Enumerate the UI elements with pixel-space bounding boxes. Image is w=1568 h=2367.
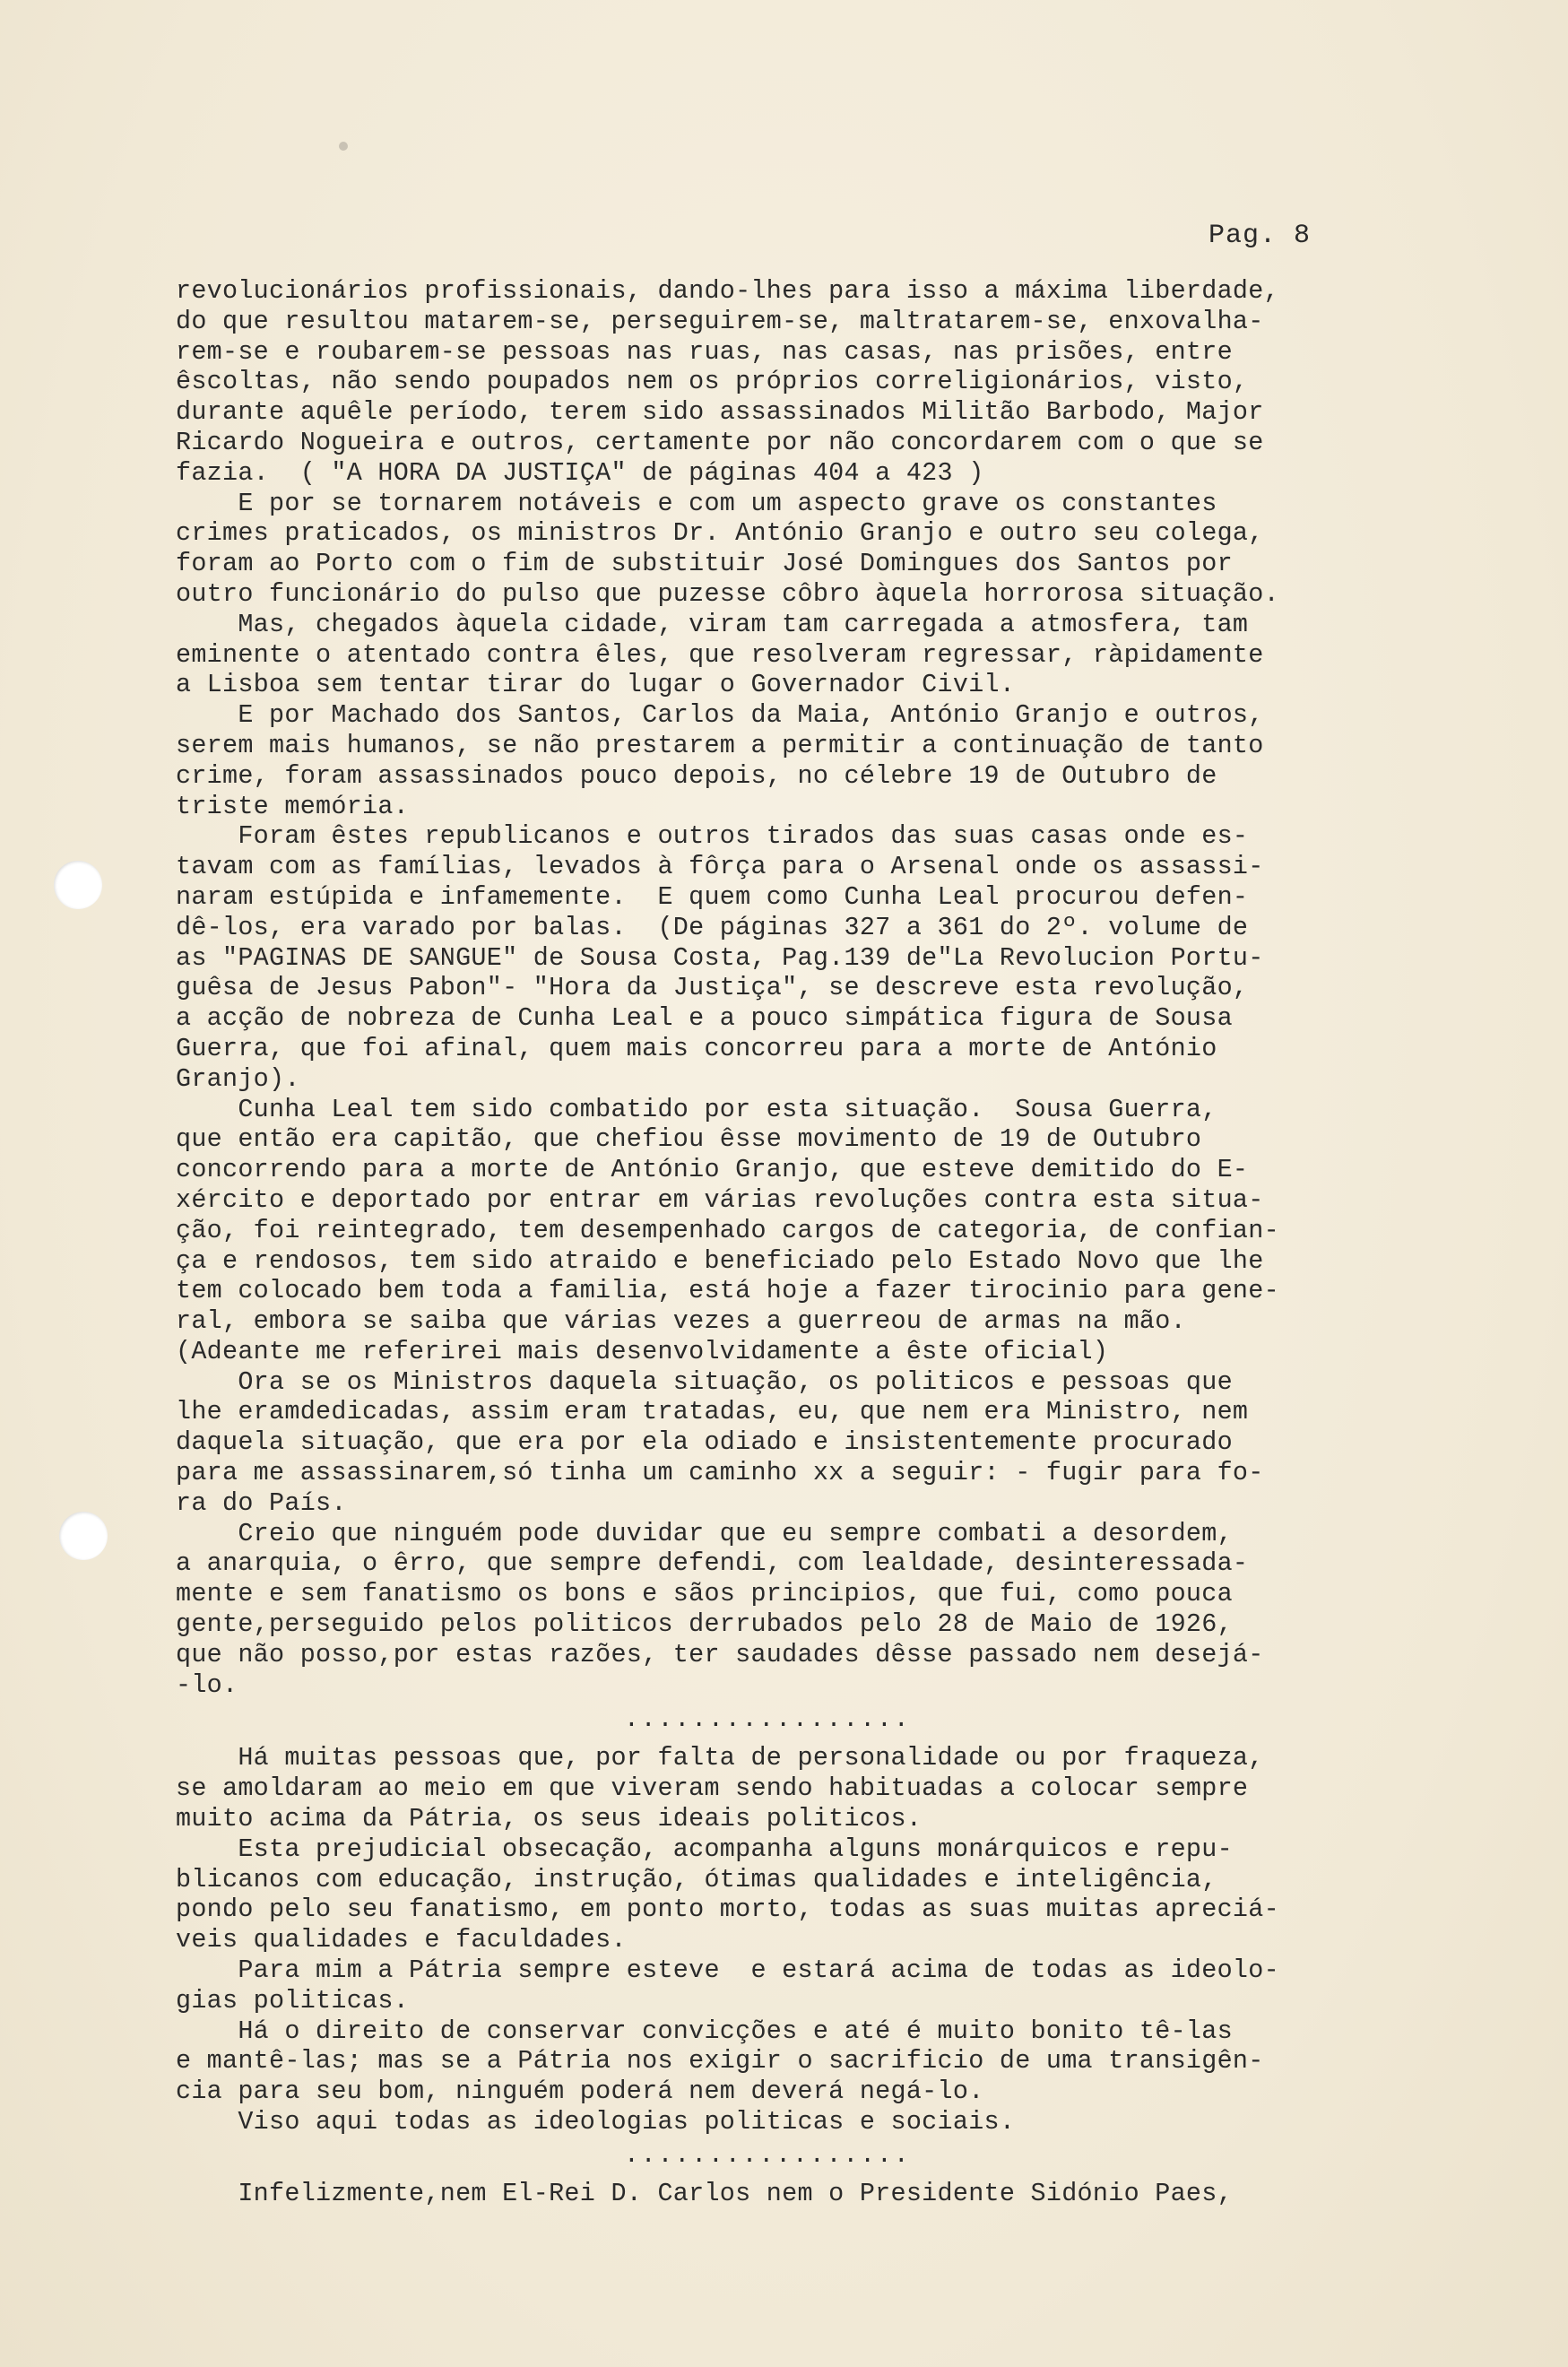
text-line: naram estúpida e infamemente. E quem como Cunha Leal procurou defen-	[176, 881, 1249, 912]
text-line: guêsa de Jesus Pabon"- "Hora da Justiça", se descreve esta revolução,	[176, 973, 1249, 1003]
text-line: que não posso,por estas razões, ter saudades dêsse passado nem desejá-	[176, 1639, 1264, 1669]
punch-hole-bottom	[59, 1512, 108, 1560]
paper-speck	[339, 142, 348, 151]
paragraph-group-3	[176, 2179, 1449, 2209]
text-line: gias politicas.	[176, 1985, 410, 2016]
text-line: fazia. ( "A HORA DA JUSTIÇA" de páginas 404 a 423 )	[176, 457, 984, 488]
text-line: ça e rendosos, tem sido atraido e beneficiado pelo Estado Novo que lhe	[176, 1245, 1264, 1276]
separator-dots: .................	[624, 2141, 911, 2170]
text-line: que então era capitão, que chefiou êsse movimento de 19 de Outubro	[176, 1124, 1202, 1155]
text-line: para me assassinarem,só tinha um caminho xx a seguir: - fugir para fo-	[176, 1458, 1264, 1488]
text-line: durante aquêle período, terem sido assassinados Militão Barbodo, Major	[176, 397, 1264, 428]
text-line: tavam com as famílias, levados à fôrça para o Arsenal onde os assassi-	[176, 852, 1264, 882]
text-line: Viso aqui todas as ideologias politicas e sociais.	[176, 2107, 1016, 2137]
text-line: Há muitas pessoas que, por falta de personalidade ou por fraqueza,	[176, 1743, 1264, 1773]
text-line: a acção de nobreza de Cunha Leal e a pouco simpática figura de Sousa	[176, 1003, 1233, 1034]
text-line: revolucionários profissionais, dando-lhes para isso a máxima liberdade,	[176, 276, 1279, 306]
text-line: concorrendo para a morte de António Granjo, que esteve demitido do E-	[176, 1155, 1249, 1185]
paragraph-group-1	[176, 276, 1449, 1700]
text-line: Creio que ninguém pode duvidar que eu sempre combati a desordem,	[176, 1518, 1233, 1548]
text-line: xército e deportado por entrar em várias revoluções contra esta situa-	[176, 1184, 1264, 1215]
text-line: E por Machado dos Santos, Carlos da Maia, António Granjo e outros,	[176, 700, 1264, 731]
text-line: as "PAGINAS DE SANGUE" de Sousa Costa, Pag.139 de"La Revolucion Portu-	[176, 942, 1264, 973]
text-line: daquela situação, que era por ela odiado e insistentemente procurado	[176, 1427, 1233, 1458]
paragraph-group-2	[176, 1743, 1449, 2137]
text-line: êscoltas, não sendo poupados nem os próprios correligionários, visto,	[176, 367, 1249, 397]
text-line: serem mais humanos, se não prestarem a permitir a continuação de tanto	[176, 730, 1264, 760]
text-line: blicanos com educação, instrução, ótimas qualidades e inteligência,	[176, 1864, 1217, 1894]
document-body	[176, 276, 1449, 2209]
text-line: eminente o atentado contra êles, que resolveram regressar, ràpidamente	[176, 639, 1264, 670]
text-line: mente e sem fanatismo os bons e sãos principios, que fui, como pouca	[176, 1579, 1233, 1609]
text-line: (Adeante me referirei mais desenvolvidamente a êste oficial)	[176, 1336, 1109, 1366]
text-line: Infelizmente,nem El-Rei D. Carlos nem o Presidente Sidónio Paes,	[176, 2178, 1233, 2208]
text-line: ção, foi reintegrado, tem desempenhado cargos de categoria, de confian-	[176, 1215, 1279, 1245]
text-line: -lo.	[176, 1669, 238, 1700]
text-line: crimes praticados, os ministros Dr. António Granjo e outro seu colega,	[176, 518, 1264, 549]
text-line: foram ao Porto com o fim de substituir José Domingues dos Santos por	[176, 549, 1233, 579]
text-line: a Lisboa sem tentar tirar do lugar o Governador Civil.	[176, 670, 1016, 700]
text-line: rem-se e roubarem-se pessoas nas ruas, nas casas, nas prisões, entre	[176, 336, 1233, 367]
text-line: muito acima da Pátria, os seus ideais politicos.	[176, 1804, 923, 1834]
text-line: e mantê-las; mas se a Pátria nos exigir o sacrificio de uma transigên-	[176, 2046, 1264, 2077]
page-number: Pag. 8	[1208, 221, 1312, 251]
text-line: Ora se os Ministros daquela situação, os politicos e pessoas que	[176, 1366, 1233, 1397]
text-line: a anarquia, o êrro, que sempre defendi, com lealdade, desinteressada-	[176, 1548, 1249, 1579]
text-line: dê-los, era varado por balas. (De páginas 327 a 361 do 2º. volume de	[176, 912, 1249, 942]
text-line: Para mim a Pátria sempre esteve e estará acima de todas as ideolo-	[176, 1955, 1279, 1986]
separator-dots: .................	[624, 1706, 911, 1735]
text-line: Cunha Leal tem sido combatido por esta situação. Sousa Guerra,	[176, 1094, 1217, 1124]
text-line: Há o direito de conservar convicções e até é muito bonito tê-las	[176, 2016, 1233, 2046]
text-line: tem colocado bem toda a familia, está hoje a fazer tirocinio para gene-	[176, 1276, 1279, 1306]
text-line: ral, embora se saiba que várias vezes a guerreou de armas na mão.	[176, 1306, 1186, 1337]
text-line: Ricardo Nogueira e outros, certamente por não concordarem com o que se	[176, 427, 1264, 457]
text-line: crime, foram assassinados pouco depois, no célebre 19 de Outubro de	[176, 760, 1217, 791]
text-line: lhe eramdedicadas, assim eram tratadas, eu, que nem era Ministro, nem	[176, 1397, 1249, 1427]
text-line: Granjo).	[176, 1063, 300, 1094]
text-line: se amoldaram ao meio em que viveram sendo habituadas a colocar sempre	[176, 1773, 1249, 1804]
punch-hole-top	[54, 861, 102, 909]
text-line: veis qualidades e faculdades.	[176, 1925, 627, 1955]
text-line: cia para seu bom, ninguém poderá nem deverá negá-lo.	[176, 2077, 984, 2107]
text-line: Foram êstes republicanos e outros tirados das suas casas onde es-	[176, 821, 1249, 852]
text-line: Guerra, que foi afinal, quem mais concorreu para a morte de António	[176, 1033, 1217, 1063]
text-line: pondo pelo seu fanatismo, em ponto morto, todas as suas muitas apreciá-	[176, 1894, 1279, 1925]
text-line: E por se tornarem notáveis e com um aspecto grave os constantes	[176, 488, 1217, 518]
text-line: Esta prejudicial obsecação, acompanha alguns monárquicos e repu-	[176, 1834, 1233, 1864]
text-line: outro funcionário do pulso que puzesse côbro àquela horrorosa situação.	[176, 578, 1279, 609]
text-line: do que resultou matarem-se, perseguirem-se, maltratarem-se, enxovalha-	[176, 306, 1264, 336]
text-line: triste memória.	[176, 791, 410, 821]
text-line: ra do País.	[176, 1487, 347, 1518]
text-line: Mas, chegados àquela cidade, viram tam carregada a atmosfera, tam	[176, 609, 1249, 639]
text-line: gente,perseguido pelos politicos derrubados pelo 28 de Maio de 1926,	[176, 1609, 1233, 1640]
